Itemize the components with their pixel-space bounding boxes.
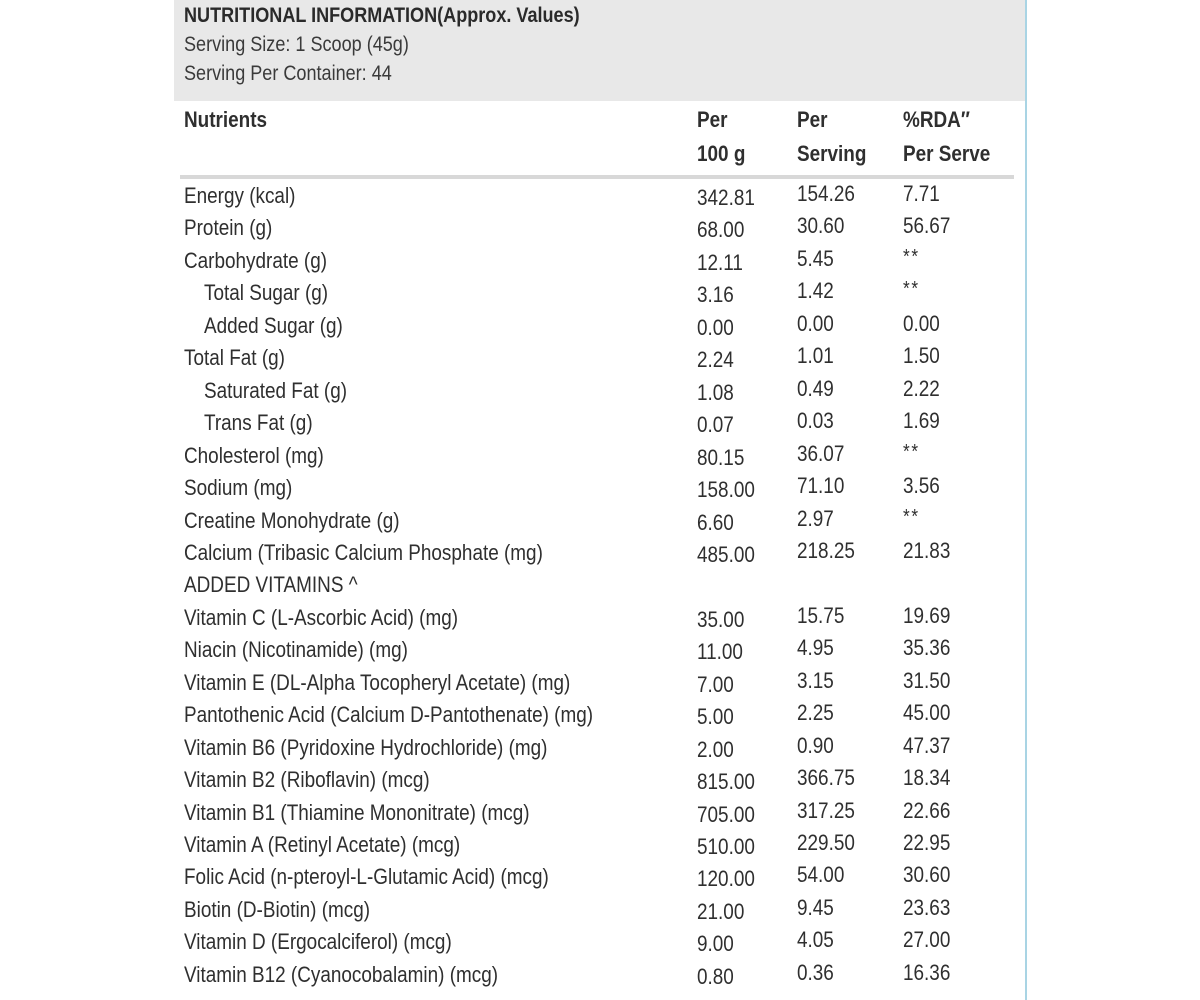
column-header-per-100g-line1: Per [697,107,728,132]
value-rda: 35.36 [903,635,951,661]
nutrient-name: Folic Acid (n-pteroyl-L-Glutamic Acid) (mcg) [184,864,549,890]
table-row [174,475,1025,507]
nutrient-name: Creatine Monohydrate (g) [184,507,400,533]
value-per-serving: 2.25 [797,700,834,726]
value-rda: 30.60 [903,862,951,888]
nutrient-name: Total Fat (g) [184,345,285,371]
table-row [174,375,1025,410]
value-per-100g: 0.07 [697,412,734,438]
column-header-per-serving-line2: Serving [797,141,867,166]
column-header-nutrients: Nutrients [184,107,268,132]
nutrient-name: Vitamin B2 (Riboflavin) (mcg) [184,767,430,793]
value-per-serving: 9.45 [797,894,834,920]
table-row [174,667,1025,702]
value-per-serving: 54.00 [797,862,845,888]
nutrient-name: Added Sugar (g) [204,312,343,338]
column-header-per-100g-line2: 100 g [697,141,746,166]
value-rda: ** [903,245,920,268]
nutrient-name: Cholesterol (mg) [184,442,324,468]
nutrition-panel [174,0,1025,1000]
table-row [174,410,1025,442]
value-per-serving: 5.45 [797,245,834,271]
value-per-serving: 1.42 [797,278,834,304]
value-per-100g: 12.11 [697,249,743,275]
table-row [174,894,1025,929]
column-header-per-serving-line1: Per [797,107,828,132]
value-per-serving: 218.25 [797,537,855,563]
nutrient-name: Vitamin D (Ergocalciferol) (mcg) [184,929,452,955]
nutrient-name: Total Sugar (g) [204,280,329,306]
panel-title: NUTRITIONAL INFORMATION(Approx. Values) [184,4,580,27]
nutrient-name: ADDED VITAMINS ^ [184,572,358,598]
value-per-serving: 0.49 [797,375,834,401]
table-row [174,345,1025,377]
table-row [174,572,1025,604]
nutrient-name: Carbohydrate (g) [184,247,328,273]
value-rda: ** [903,278,920,301]
value-per-100g: 158.00 [697,477,755,503]
value-rda: ** [903,505,920,528]
nutrient-name: Biotin (D-Biotin) (mcg) [184,896,371,922]
nutrient-name: Vitamin B12 (Cyanocobalamin) (mcg) [184,961,499,987]
value-per-100g: 21.00 [697,898,745,924]
nutrient-name: Vitamin A (Retinyl Acetate) (mcg) [184,832,461,857]
value-rda: 0.00 [903,310,940,336]
value-per-100g: 342.81 [697,185,755,210]
value-rda: 45.00 [903,700,951,726]
table-row [174,215,1025,247]
value-per-serving: 0.90 [797,732,834,758]
value-per-100g: 5.00 [697,704,734,730]
value-per-100g: 11.00 [697,639,743,665]
servings-per-container: Serving Per Container: 44 [184,62,392,85]
value-per-100g: 3.16 [697,282,734,308]
column-header-per-serving [797,103,866,171]
value-per-serving: 1.01 [797,343,834,369]
table-row [174,767,1025,799]
nutrient-name: Vitamin B6 (Pyridoxine Hydrochloride) (mg) [184,734,548,760]
value-per-100g: 6.60 [697,509,734,535]
nutrient-name: Calcium (Tribasic Calcium Phosphate (mg) [184,539,543,565]
value-per-serving: 0.36 [797,959,834,985]
value-rda: 23.63 [903,894,951,920]
table-row [174,280,1025,312]
value-rda: 3.56 [903,473,940,499]
value-per-serving: 4.95 [797,635,834,661]
serving-size: Serving Size: 1 Scoop (45g) [184,33,409,56]
value-per-100g: 68.00 [697,217,745,243]
value-per-100g: 0.00 [697,314,734,340]
table-row [174,637,1025,669]
header-divider [180,175,1014,179]
value-per-serving: 36.07 [797,440,845,466]
value-rda: 16.36 [903,959,951,985]
value-per-serving: 30.60 [797,213,845,239]
value-rda: 31.50 [903,667,951,693]
value-per-100g: 510.00 [697,834,755,859]
value-per-serving: 3.15 [797,667,834,693]
nutrient-name: Pantothenic Acid (Calcium D-Pantothenate) (mg) [184,702,594,728]
nutrient-name: Energy (kcal) [184,183,296,208]
value-rda: 2.22 [903,375,940,401]
value-per-100g: 35.00 [697,606,745,632]
value-per-serving: 229.50 [797,830,855,855]
nutrient-name: Saturated Fat (g) [204,377,348,403]
table-row [174,440,1025,475]
nutrient-name: Vitamin B1 (Thiamine Mononitrate) (mcg) [184,799,530,825]
value-rda: 22.95 [903,830,951,855]
table-row [174,183,1025,215]
value-rda: 47.37 [903,732,951,758]
table-row [174,602,1025,637]
value-per-100g: 9.00 [697,931,734,957]
value-per-serving: 4.05 [797,927,834,953]
nutrient-name: Sodium (mg) [184,475,293,501]
nutrient-name: Protein (g) [184,215,273,241]
value-per-100g: 1.08 [697,379,734,405]
table-row [174,310,1025,345]
value-rda: 22.66 [903,797,951,823]
value-per-serving: 71.10 [797,473,845,499]
value-per-serving: 15.75 [797,602,845,628]
header-band [174,0,1025,101]
value-per-serving: 2.97 [797,505,834,531]
value-per-100g: 120.00 [697,866,755,892]
value-per-serving: 366.75 [797,765,855,791]
value-rda: 1.50 [903,343,940,369]
value-rda: 1.69 [903,408,940,434]
table-row [174,537,1025,572]
value-per-100g: 2.00 [697,736,734,762]
value-rda: 18.34 [903,765,951,791]
column-header-rda [903,103,990,171]
table-row [174,959,1025,994]
value-rda: 21.83 [903,537,951,563]
value-per-serving: 317.25 [797,797,855,823]
column-header-rda-line2: Per Serve [903,141,991,166]
value-per-100g: 0.80 [697,963,734,989]
nutrient-name: Trans Fat (g) [204,410,313,436]
table-row [174,929,1025,961]
table-row [174,832,1025,864]
value-rda: 19.69 [903,602,951,628]
value-per-100g: 80.15 [697,444,745,470]
value-per-100g: 485.00 [697,541,755,567]
value-per-100g: 705.00 [697,801,755,827]
column-header-rda-line1: %RDA″ [903,107,970,132]
table-row [174,702,1025,734]
value-rda: 27.00 [903,927,951,953]
value-per-100g: 2.24 [697,347,734,373]
nutrient-name: Vitamin E (DL-Alpha Tocopheryl Acetate) (mg) [184,669,571,695]
value-rda: ** [903,440,920,463]
table-row [174,245,1025,280]
column-header-per-100g [697,103,745,171]
value-per-serving: 0.00 [797,310,834,336]
table-row [174,797,1025,832]
value-rda: 7.71 [903,181,940,206]
table-row [174,864,1025,896]
nutrient-name: Niacin (Nicotinamide) (mg) [184,637,408,663]
value-per-100g: 7.00 [697,671,734,697]
value-per-100g: 815.00 [697,769,755,795]
value-per-serving: 0.03 [797,408,834,434]
nutrient-name: Vitamin C (L-Ascorbic Acid) (mg) [184,604,459,630]
table-row [174,732,1025,767]
value-per-serving: 154.26 [797,181,855,206]
table-row [174,505,1025,540]
right-border [1025,0,1027,1000]
value-rda: 56.67 [903,213,951,239]
